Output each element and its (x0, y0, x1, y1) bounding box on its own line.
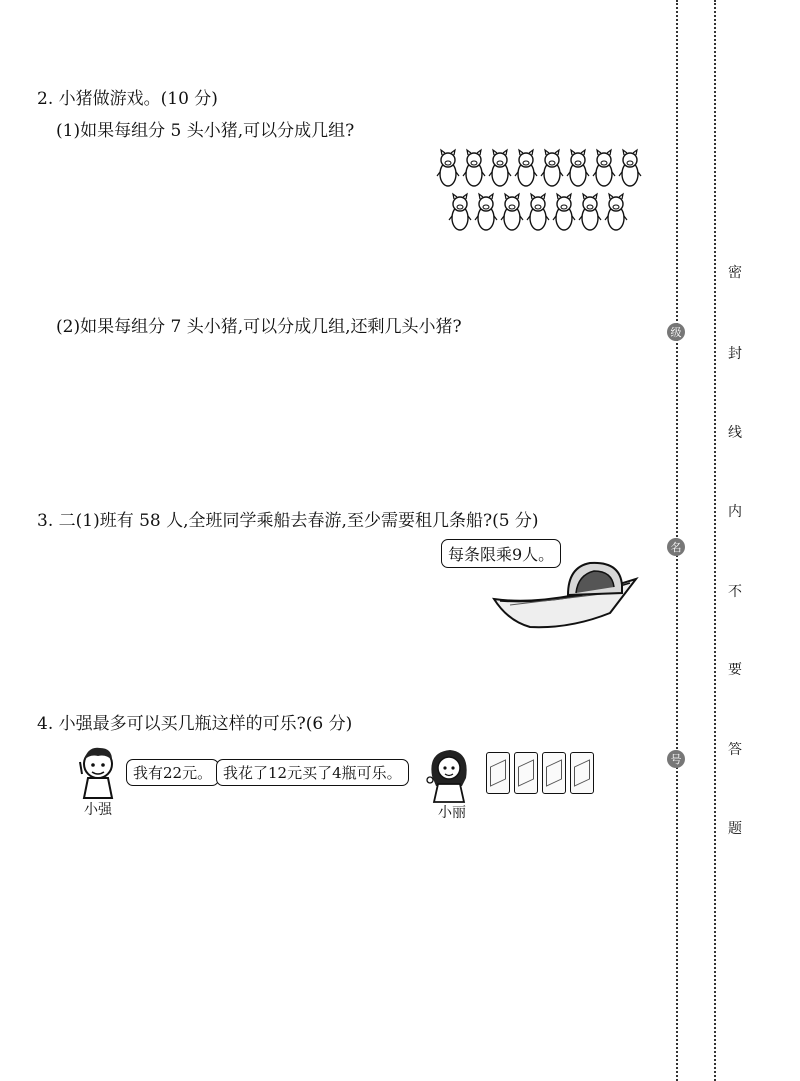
pig-icon (463, 150, 485, 186)
name-circle-label: 名 (667, 538, 685, 556)
pigs-illustration (435, 146, 645, 236)
girl-speech-bubble: 我花了12元买了4瓶可乐。 (216, 759, 409, 786)
seal-char: 封 (728, 346, 742, 362)
cola-cans (486, 752, 598, 798)
q2-part1: (1)如果每组分 5 头小猪,可以分成几组? (56, 121, 355, 141)
pig-icon (579, 194, 601, 230)
pig-icon (501, 194, 523, 230)
pig-icon (515, 150, 537, 186)
boat-sign: 每条限乘9人。 (441, 539, 561, 568)
seal-char: 答 (728, 742, 742, 758)
boy-name: 小强 (84, 802, 112, 818)
girl-illustration (424, 746, 474, 804)
pig-icon (449, 194, 471, 230)
q3-title: 3. 二(1)班有 58 人,全班同学乘船去春游,至少需要租几条船?(5 分) (37, 511, 539, 531)
seal-char: 题 (728, 821, 742, 837)
pig-icon (605, 194, 627, 230)
pig-icon (437, 150, 459, 186)
pig-icon (527, 194, 549, 230)
pig-icon (619, 150, 641, 186)
pig-icon (475, 194, 497, 230)
cola-can-icon (570, 752, 594, 794)
class-circle-label: 级 (667, 323, 685, 341)
boy-speech-bubble: 我有22元。 (126, 759, 219, 786)
cola-can-icon (514, 752, 538, 794)
boat-illustration (490, 555, 640, 635)
seal-char: 内 (728, 504, 742, 520)
cola-can-icon (486, 752, 510, 794)
seal-char: 密 (728, 265, 742, 281)
seal-char: 要 (728, 662, 742, 678)
cola-can-icon (542, 752, 566, 794)
boy-illustration (76, 744, 122, 800)
pig-icon (593, 150, 615, 186)
seal-char: 不 (728, 584, 742, 600)
seal-line-right (714, 0, 716, 1081)
pig-icon (553, 194, 575, 230)
seal-char: 线 (728, 425, 742, 441)
pig-icon (541, 150, 563, 186)
number-circle-label: 号 (667, 750, 685, 768)
girl-name: 小丽 (438, 805, 466, 821)
pig-icon (567, 150, 589, 186)
q4-title: 4. 小强最多可以买几瓶这样的可乐?(6 分) (37, 714, 353, 734)
q2-part2: (2)如果每组分 7 头小猪,可以分成几组,还剩几头小猪? (56, 317, 462, 337)
q2-title: 2. 小猪做游戏。(10 分) (37, 89, 218, 109)
pig-icon (489, 150, 511, 186)
